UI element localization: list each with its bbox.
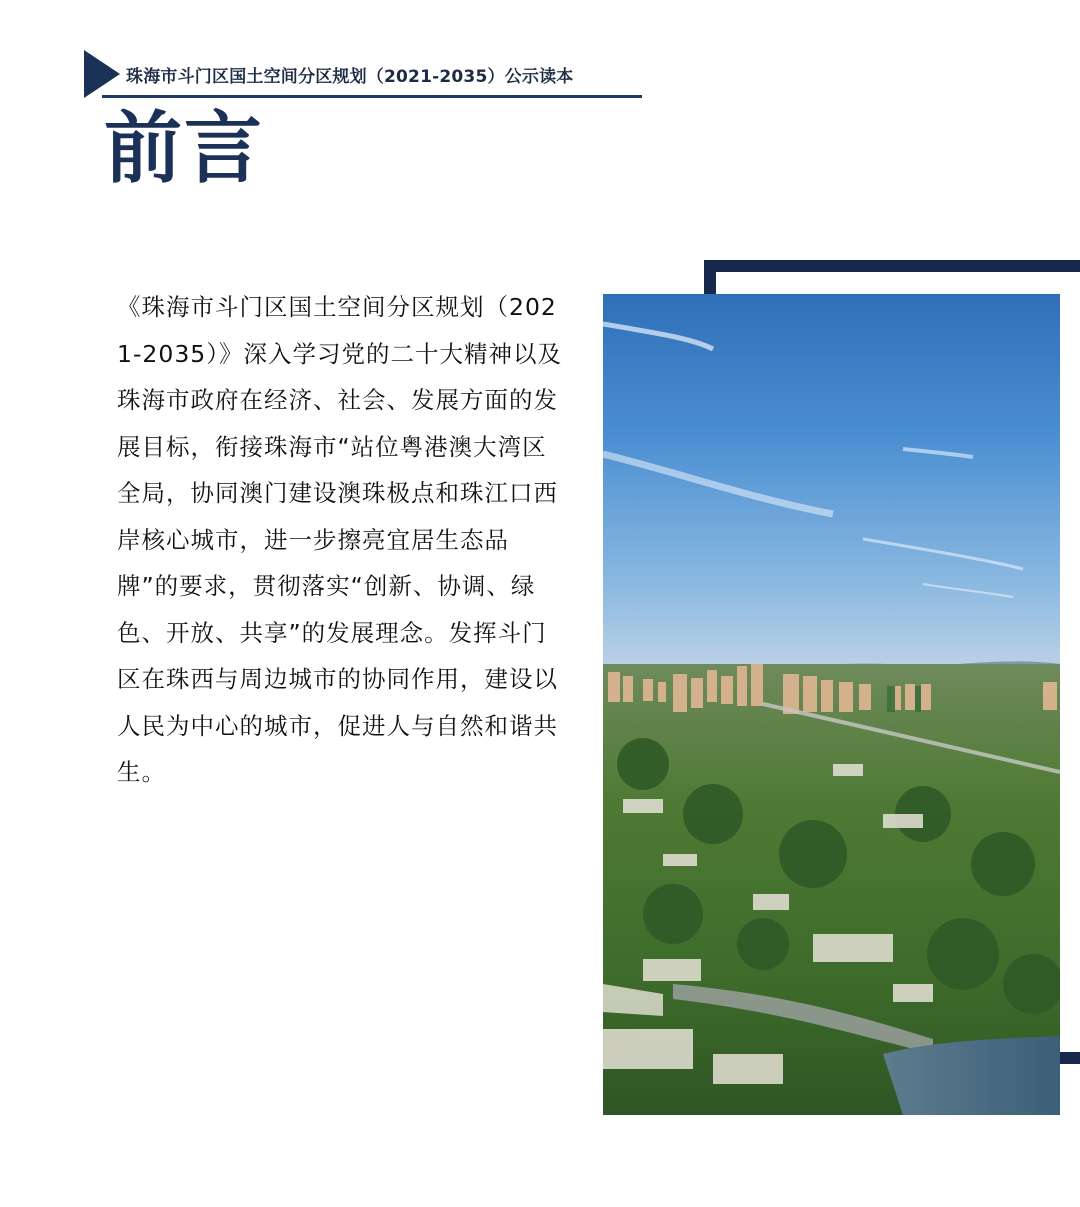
document-header [84,50,644,102]
header-title: 珠海市斗门区国土空间分区规划（2021-2035）公示读本 [126,67,574,87]
header-triangle-icon [84,50,120,98]
page-title: 前言 [104,104,265,194]
header-divider [102,95,642,98]
city-aerial-photo [603,294,1060,1115]
photo-frame-accent [1060,1052,1080,1064]
preface-paragraph: 《珠海市斗门区国土空间分区规划（2021-2035）》深入学习党的二十大精神以及珠海市政府在经济、社会、发展方面的发展目标，衔接珠海市“站位粤港澳大湾区全局，协同澳门建设澳珠极点和珠江口西岸核心城市，进一步擦亮宜居生态品牌”的要求，贯彻落实“创新、协调、绿色、开放、共享”的发展理念。发挥斗门区在珠西与周边城市的协同作用，建设以人民为中心的城市，促进人与自然和谐共生。 [117,293,562,786]
